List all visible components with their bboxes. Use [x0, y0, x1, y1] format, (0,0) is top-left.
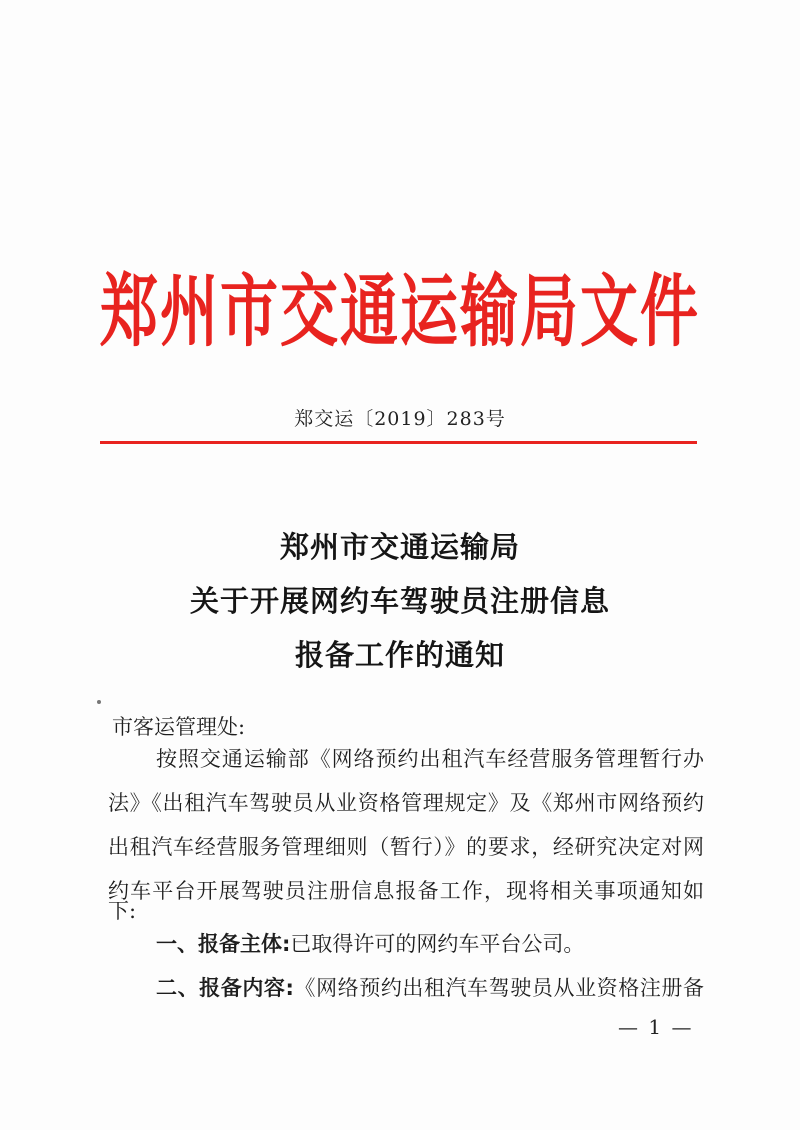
item-2-text: 《网络预约出租汽车驾驶员从业资格注册备 [293, 976, 704, 1000]
salutation: 市客运管理处: [112, 715, 246, 739]
notice-title-line-3: 报备工作的通知 [294, 638, 505, 672]
body-line: 按照交通运输部《网络预约出租汽车经营服务管理暂行办 [156, 747, 704, 771]
item-1-heading: 一、报备主体: [156, 932, 291, 956]
body-line: 下: [108, 899, 137, 923]
red-divider-line [100, 441, 697, 444]
scan-speck [97, 700, 101, 704]
body-line: 约车平台开展驾驶员注册信息报备工作，现将相关事项通知如 [108, 879, 704, 903]
item-1 [156, 930, 704, 958]
page-number: — 1 — [618, 1015, 694, 1039]
body-line: 出租汽车经营服务管理细则（暂行）》的要求，经研究决定对网 [108, 835, 704, 859]
item-1-text: 已取得许可的网约车平台公司。 [290, 932, 585, 956]
letterhead-title: 郑州市交通运输局文件 [99, 265, 700, 358]
document-number: 郑交运〔2019〕283号 [294, 408, 506, 430]
item-2 [156, 974, 704, 1002]
notice-title-line-2: 关于开展网约车驾驶员注册信息 [189, 584, 610, 618]
notice-title-line-1: 郑州市交通运输局 [279, 530, 520, 564]
item-2-heading: 二、报备内容: [156, 976, 294, 1000]
body-line: 法》《出租汽车驾驶员从业资格管理规定》及《郑州市网络预约 [108, 791, 704, 815]
